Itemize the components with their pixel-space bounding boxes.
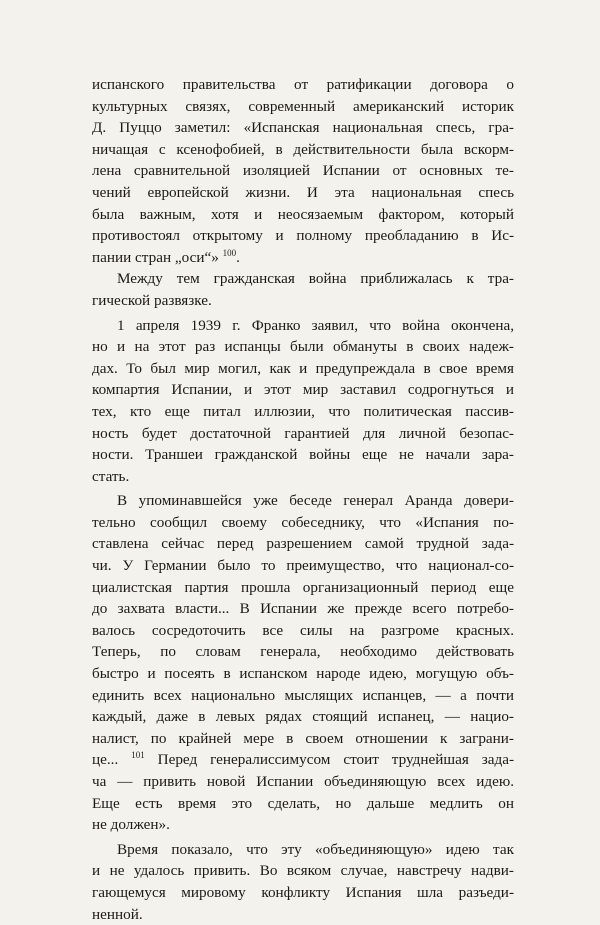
text-line: валось сосредоточить все силы на разгроме красных. — [92, 621, 514, 639]
text-line: компартия Испании, и этот мир заставил содрогнуться и — [92, 381, 514, 399]
text-line: ча — привить новой Испании объединяющую всех идею. — [92, 773, 514, 790]
footnote-ref: 101 — [131, 750, 145, 761]
text-line: чи. У Германии было то преимущество, что национал-со- — [92, 557, 514, 575]
text-line: це... $^{101}$ Перед генералиссимусом стоит труднейшая зада- — [92, 750, 515, 769]
text-line: ставлена сейчас перед разрешением самой трудной зада- — [92, 535, 514, 553]
text-line: единить всех национально мыслящих испанцев, — а почти — [92, 686, 514, 704]
text-line: стать. — [92, 467, 130, 485]
text-line: Еще есть время это сделать, но дальше медлить он — [92, 794, 514, 812]
paragraph — [92, 490, 514, 836]
text-line: пании стран „оси“» $^{100}$. — [92, 247, 240, 266]
text-line: лена сравнительной изоляцией Испании от основных те- — [92, 162, 514, 180]
text-line: гической развязке. — [92, 291, 212, 309]
text-line: Теперь, по словам генерала, необходимо действовать — [92, 643, 514, 661]
footnote-ref: 100 — [222, 247, 237, 258]
text-line: ность будет достаточной гарантией для личной безопас- — [92, 424, 514, 442]
body-text — [92, 74, 514, 925]
text-line: ничащая с ксенофобией, в действительности была вскорм- — [92, 140, 514, 158]
text-line: налист, по крайней мере в своем отношении к заграни- — [92, 729, 514, 747]
paragraph — [92, 839, 514, 925]
text-line: Д. Пуццо заметил: «Испанская национальная спесь, гра- — [92, 119, 514, 137]
text-line: тех, кто еще питал иллюзии, что политическая пассив- — [92, 402, 514, 420]
text-line: гающемуся мировому конфликту Испания шла разъеди- — [92, 883, 514, 901]
text-line: тельно сообщил своему собеседнику, что «Испания по- — [92, 513, 514, 531]
text-line: культурных связях, современный американский историк — [92, 97, 514, 115]
text-line: ности. Траншеи гражданской войны еще не начали зара- — [92, 446, 514, 464]
text-line: Между тем гражданская война приближалась к тра- — [117, 270, 514, 288]
text-line: и не удалось привить. Во всяком случае, навстречу надви- — [92, 862, 514, 880]
text-line: испанского правительства от ратификации договора о — [92, 76, 514, 93]
paragraph — [92, 268, 514, 311]
text-line: не должен». — [92, 816, 170, 834]
text-line: но и на этот раз испанцы были обмануты в своих надеж- — [92, 338, 514, 356]
paragraph — [92, 74, 514, 268]
text-line: ненной. — [92, 905, 143, 923]
text-line: дах. То был мир могил, как и предупреждала в свое время — [92, 359, 514, 377]
paragraph — [92, 315, 514, 488]
text-line: Время показало, что эту «объединяющую» идею так — [117, 840, 514, 858]
text-line: противостоял открытому и полному преобладанию в Ис- — [92, 227, 514, 245]
text-line: 1 апреля 1939 г. Франко заявил, что война окончена, — [117, 316, 514, 334]
text-line: быстро и посеять в испанском народе идею, могущую объ- — [92, 665, 514, 683]
text-line: чений европейской жизни. И эта национальная спесь — [92, 183, 514, 201]
text-line: В упоминавшейся уже беседе генерал Аранда довери- — [117, 492, 514, 510]
text-line: каждый, даже в левых рядах стоящий испанец, — нацио- — [92, 708, 514, 726]
text-line: циалистская партия прошла организационный период еще — [92, 578, 514, 596]
text-line: до захвата власти... В Испании же прежде всего потребо- — [92, 600, 514, 618]
text-line: была важным, хотя и неосязаемым фактором, который — [92, 205, 514, 223]
